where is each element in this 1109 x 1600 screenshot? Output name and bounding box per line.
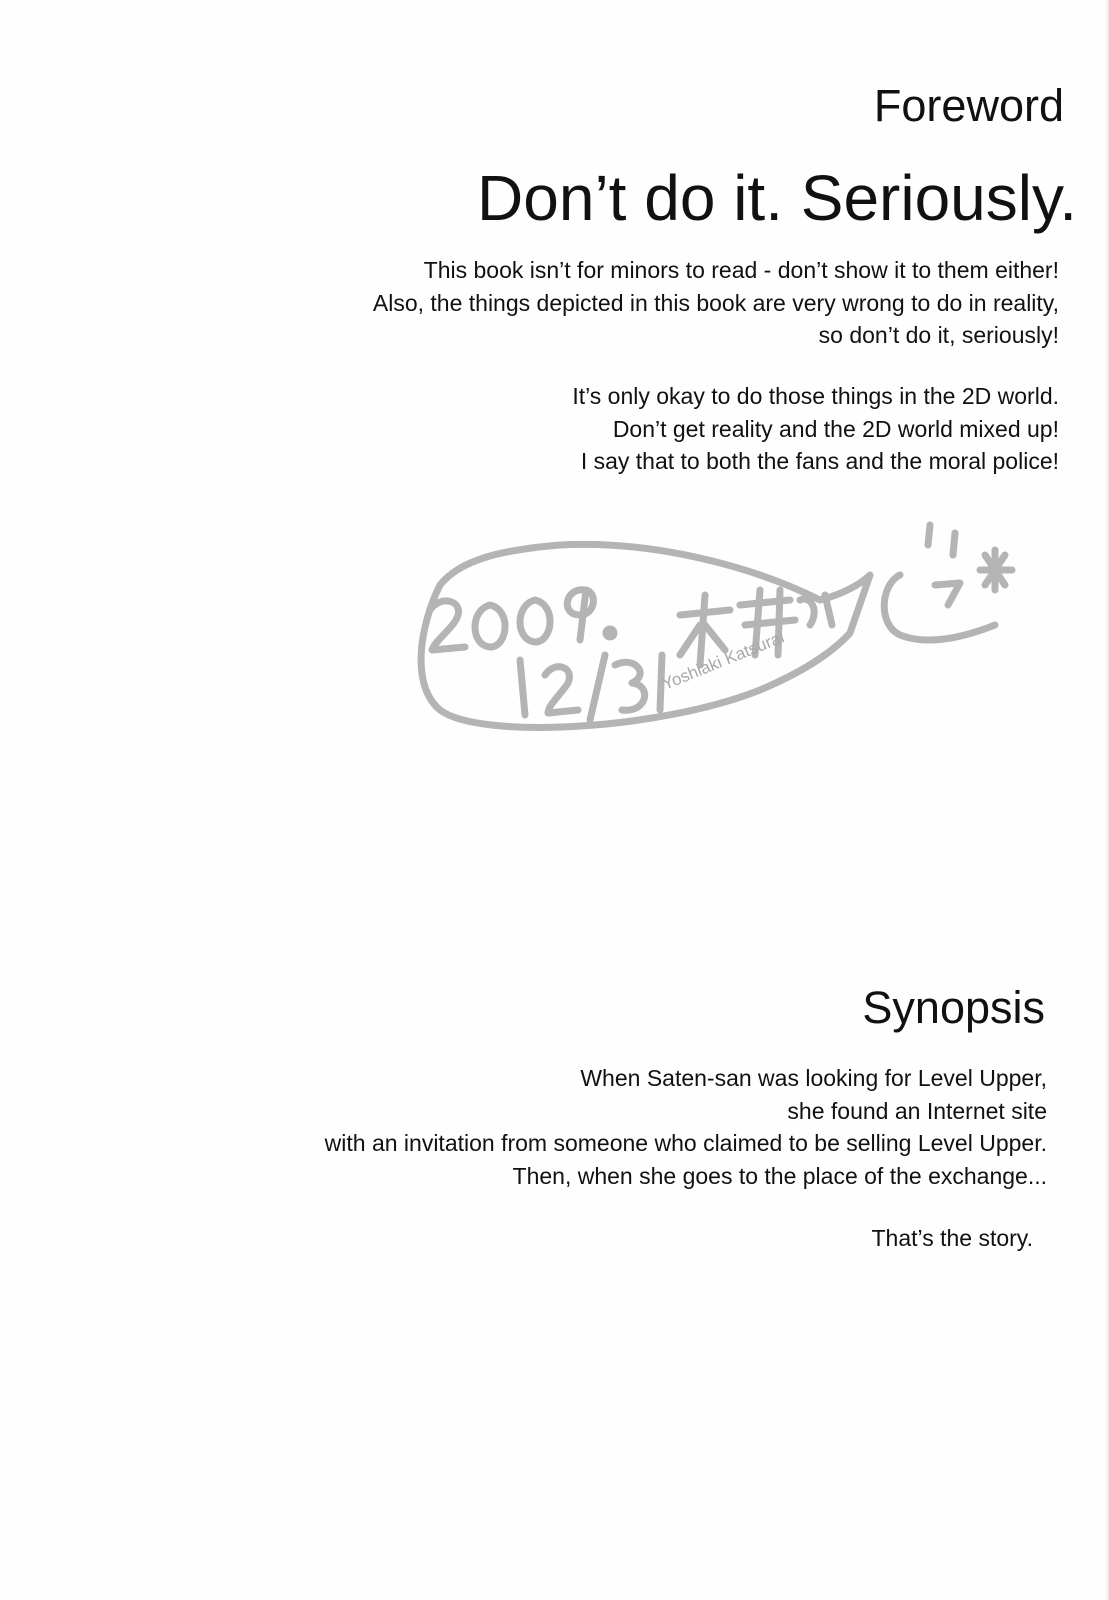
foreword-paragraph-1 [373,254,1059,352]
signature-digit [430,601,465,650]
foreword-paragraph-2 [572,380,1059,478]
synopsis-line: Then, when she goes to the place of the exchange... [512,1162,1047,1189]
foreword-line: It’s only okay to do those things in the 2D world. [572,383,1059,409]
signature-dot [606,629,614,637]
main-heading: Don’t do it. Seriously. [477,162,1077,234]
signature-digit [615,662,645,710]
foreword-line: This book isn’t for minors to read - don’t show it to them either! [423,257,1059,283]
signature-star [980,550,1012,590]
foreword-line: I say that to both the fans and the moral police! [580,448,1059,474]
scan-edge-shadow [1105,0,1109,1600]
foreword-line: Also, the things depicted in this book are very wrong to do in reality, [372,289,1059,316]
signature-digit [520,600,550,642]
foreword-line: so don’t do it, seriously! [818,322,1059,348]
signature-mouth [935,583,960,605]
signature-eye-left [928,525,930,545]
signature-digit [567,590,593,640]
foreword-title: Foreword [873,80,1064,131]
synopsis-line: she found an Internet site [787,1097,1047,1124]
synopsis-title: Synopsis [862,982,1045,1033]
foreword-line: Don’t get reality and the 2D world mixed up! [612,415,1059,442]
synopsis-paragraph-1 [325,1062,1047,1192]
signature-drawing [400,515,1040,755]
signature-slash [590,655,605,720]
signature-digit [545,667,578,713]
signature-eye-right [953,533,955,555]
signature-digit [520,660,525,715]
synopsis-paragraph-2 [872,1222,1034,1255]
signature-digit [475,605,505,647]
synopsis-line: When Saten-san was looking for Level Upper, [580,1065,1047,1091]
signature-romaji: Yoshiaki Katsurai [659,627,787,694]
handwritten-signature-stamp [400,515,1040,755]
synopsis-line: with an invitation from someone who claimed to be selling Level Upper. [324,1130,1047,1156]
synopsis-line: That’s the story. [871,1225,1033,1251]
